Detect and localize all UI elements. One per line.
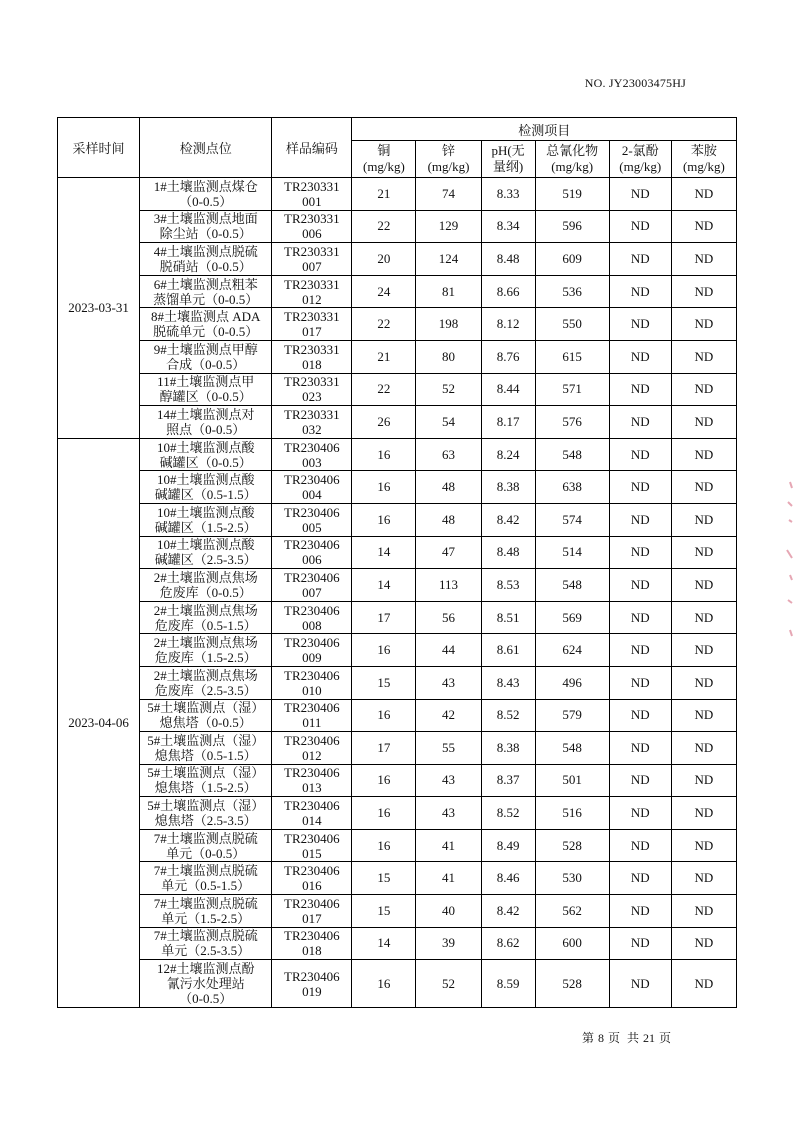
location-cell: 2#土壤监测点焦场 危废库（1.5-2.5） xyxy=(140,634,272,667)
sample-code-cell: TR230406 003 xyxy=(272,438,352,471)
value-cell: ND xyxy=(671,829,736,862)
value-cell: ND xyxy=(671,666,736,699)
location-cell: 4#土壤监测点脱硫 脱硝站（0-0.5） xyxy=(140,243,272,276)
value-cell: 576 xyxy=(535,406,609,439)
sample-code-cell: TR230406 019 xyxy=(272,960,352,1008)
value-cell: 22 xyxy=(352,308,416,341)
seal-edge-mark xyxy=(780,480,794,640)
value-cell: ND xyxy=(671,275,736,308)
value-cell: 501 xyxy=(535,764,609,797)
value-cell: 21 xyxy=(352,178,416,211)
value-cell: 14 xyxy=(352,569,416,602)
value-cell: 39 xyxy=(416,927,481,960)
location-cell: 12#土壤监测点酚 氰污水处理站 （0-0.5） xyxy=(140,960,272,1008)
value-cell: 129 xyxy=(416,210,481,243)
location-cell: 2#土壤监测点焦场 危废库（2.5-3.5） xyxy=(140,666,272,699)
value-cell: 52 xyxy=(416,960,481,1008)
value-cell: ND xyxy=(609,178,671,211)
location-cell: 7#土壤监测点脱硫 单元（2.5-3.5） xyxy=(140,927,272,960)
value-cell: ND xyxy=(671,536,736,569)
table-row xyxy=(58,927,737,960)
location-cell: 10#土壤监测点酸 碱罐区（0.5-1.5） xyxy=(140,471,272,504)
document-number: NO. JY23003475HJ xyxy=(584,76,686,90)
table-row xyxy=(58,634,737,667)
value-cell: 550 xyxy=(535,308,609,341)
table-row xyxy=(58,373,737,406)
value-cell: ND xyxy=(609,960,671,1008)
value-cell: 8.42 xyxy=(481,895,535,928)
sample-code-cell: TR230406 004 xyxy=(272,471,352,504)
value-cell: ND xyxy=(671,699,736,732)
value-cell: ND xyxy=(609,503,671,536)
value-cell: ND xyxy=(671,764,736,797)
value-cell: ND xyxy=(671,797,736,830)
value-cell: 8.33 xyxy=(481,178,535,211)
sample-code-cell: TR230406 008 xyxy=(272,601,352,634)
value-cell: ND xyxy=(609,829,671,862)
value-cell: 519 xyxy=(535,178,609,211)
location-cell: 10#土壤监测点酸 碱罐区（1.5-2.5） xyxy=(140,503,272,536)
table-row xyxy=(58,243,737,276)
value-cell: 528 xyxy=(535,829,609,862)
header-sample-code: 样品编码 xyxy=(272,118,352,178)
value-cell: 8.38 xyxy=(481,471,535,504)
value-cell: 17 xyxy=(352,732,416,765)
sample-code-cell: TR230406 016 xyxy=(272,862,352,895)
value-cell: 571 xyxy=(535,373,609,406)
value-cell: 20 xyxy=(352,243,416,276)
value-cell: ND xyxy=(609,895,671,928)
value-cell: ND xyxy=(671,308,736,341)
table-row xyxy=(58,210,737,243)
value-cell: 8.48 xyxy=(481,243,535,276)
value-cell: 43 xyxy=(416,797,481,830)
value-cell: ND xyxy=(609,862,671,895)
value-cell: 528 xyxy=(535,960,609,1008)
location-cell: 10#土壤监测点酸 碱罐区（2.5-3.5） xyxy=(140,536,272,569)
value-cell: 81 xyxy=(416,275,481,308)
value-cell: 8.34 xyxy=(481,210,535,243)
value-cell: 80 xyxy=(416,340,481,373)
value-cell: ND xyxy=(609,764,671,797)
value-cell: ND xyxy=(609,243,671,276)
sample-code-cell: TR230331 032 xyxy=(272,406,352,439)
value-cell: ND xyxy=(671,960,736,1008)
value-cell: ND xyxy=(609,471,671,504)
value-cell: 15 xyxy=(352,862,416,895)
value-cell: 624 xyxy=(535,634,609,667)
location-cell: 7#土壤监测点脱硫 单元（0.5-1.5） xyxy=(140,862,272,895)
table-row xyxy=(58,797,737,830)
value-cell: ND xyxy=(671,895,736,928)
value-cell: 8.46 xyxy=(481,862,535,895)
value-cell: 8.38 xyxy=(481,732,535,765)
value-cell: ND xyxy=(671,634,736,667)
value-cell: 579 xyxy=(535,699,609,732)
results-table xyxy=(57,117,737,1008)
column-header: 锌 (mg/kg) xyxy=(416,141,481,178)
sample-code-cell: TR230406 014 xyxy=(272,797,352,830)
table-row xyxy=(58,862,737,895)
value-cell: 124 xyxy=(416,243,481,276)
value-cell: 8.53 xyxy=(481,569,535,602)
sample-code-cell: TR230406 006 xyxy=(272,536,352,569)
table-row xyxy=(58,601,737,634)
header-test-items: 检测项目 xyxy=(352,118,737,141)
value-cell: ND xyxy=(671,862,736,895)
value-cell: 8.51 xyxy=(481,601,535,634)
sample-code-cell: TR230406 011 xyxy=(272,699,352,732)
location-cell: 3#土壤监测点地面 除尘站（0-0.5） xyxy=(140,210,272,243)
value-cell: 22 xyxy=(352,373,416,406)
value-cell: 16 xyxy=(352,634,416,667)
value-cell: 8.61 xyxy=(481,634,535,667)
value-cell: 16 xyxy=(352,797,416,830)
value-cell: 8.52 xyxy=(481,699,535,732)
sample-code-cell: TR230406 005 xyxy=(272,503,352,536)
table-row xyxy=(58,699,737,732)
value-cell: 52 xyxy=(416,373,481,406)
column-header: 铜 (mg/kg) xyxy=(352,141,416,178)
value-cell: 14 xyxy=(352,927,416,960)
value-cell: ND xyxy=(671,438,736,471)
value-cell: 16 xyxy=(352,764,416,797)
value-cell: 8.42 xyxy=(481,503,535,536)
value-cell: ND xyxy=(609,536,671,569)
location-cell: 5#土壤监测点（湿） 熄焦塔（0-0.5） xyxy=(140,699,272,732)
page-footer: 第 8 页 共 21 页 xyxy=(582,1031,672,1045)
value-cell: 8.43 xyxy=(481,666,535,699)
value-cell: 536 xyxy=(535,275,609,308)
value-cell: 496 xyxy=(535,666,609,699)
value-cell: 24 xyxy=(352,275,416,308)
location-cell: 8#土壤监测点 ADA 脱硫单元（0-0.5） xyxy=(140,308,272,341)
sample-code-cell: TR230406 010 xyxy=(272,666,352,699)
value-cell: 548 xyxy=(535,438,609,471)
value-cell: 548 xyxy=(535,569,609,602)
value-cell: 47 xyxy=(416,536,481,569)
column-header: pH(无 量纲) xyxy=(481,141,535,178)
value-cell: ND xyxy=(671,406,736,439)
value-cell: 16 xyxy=(352,829,416,862)
location-cell: 2#土壤监测点焦场 危废库（0.5-1.5） xyxy=(140,601,272,634)
value-cell: 8.24 xyxy=(481,438,535,471)
value-cell: 562 xyxy=(535,895,609,928)
table-row xyxy=(58,666,737,699)
table-row xyxy=(58,732,737,765)
sample-code-cell: TR230331 007 xyxy=(272,243,352,276)
location-cell: 6#土壤监测点粗苯 蒸馏单元（0-0.5） xyxy=(140,275,272,308)
location-cell: 5#土壤监测点（湿） 熄焦塔（1.5-2.5） xyxy=(140,764,272,797)
value-cell: 8.48 xyxy=(481,536,535,569)
value-cell: 638 xyxy=(535,471,609,504)
value-cell: 8.17 xyxy=(481,406,535,439)
value-cell: 569 xyxy=(535,601,609,634)
value-cell: 16 xyxy=(352,471,416,504)
header-sample-time: 采样时间 xyxy=(58,118,140,178)
value-cell: 8.76 xyxy=(481,340,535,373)
sample-code-cell: TR230331 017 xyxy=(272,308,352,341)
value-cell: ND xyxy=(609,666,671,699)
column-header: 2-氯酚 (mg/kg) xyxy=(609,141,671,178)
value-cell: 16 xyxy=(352,503,416,536)
table-row xyxy=(58,406,737,439)
value-cell: ND xyxy=(671,243,736,276)
value-cell: 15 xyxy=(352,895,416,928)
sample-code-cell: TR230331 012 xyxy=(272,275,352,308)
value-cell: 14 xyxy=(352,536,416,569)
value-cell: ND xyxy=(609,438,671,471)
sample-date: 2023-04-06 xyxy=(58,438,140,1008)
column-header: 苯胺 (mg/kg) xyxy=(671,141,736,178)
value-cell: ND xyxy=(671,340,736,373)
sample-date: 2023-03-31 xyxy=(58,178,140,439)
value-cell: 63 xyxy=(416,438,481,471)
value-cell: 42 xyxy=(416,699,481,732)
sample-code-cell: TR230406 007 xyxy=(272,569,352,602)
value-cell: ND xyxy=(671,569,736,602)
value-cell: 74 xyxy=(416,178,481,211)
sample-code-cell: TR230331 023 xyxy=(272,373,352,406)
location-cell: 11#土壤监测点甲 醇罐区（0-0.5） xyxy=(140,373,272,406)
value-cell: 56 xyxy=(416,601,481,634)
value-cell: 54 xyxy=(416,406,481,439)
value-cell: ND xyxy=(609,634,671,667)
location-cell: 9#土壤监测点甲醇 合成（0-0.5） xyxy=(140,340,272,373)
value-cell: 17 xyxy=(352,601,416,634)
value-cell: 41 xyxy=(416,829,481,862)
value-cell: 8.37 xyxy=(481,764,535,797)
value-cell: 40 xyxy=(416,895,481,928)
sample-code-cell: TR230406 013 xyxy=(272,764,352,797)
sample-code-cell: TR230331 001 xyxy=(272,178,352,211)
table-row xyxy=(58,438,737,471)
header-location: 检测点位 xyxy=(140,118,272,178)
value-cell: 22 xyxy=(352,210,416,243)
value-cell: 530 xyxy=(535,862,609,895)
value-cell: 43 xyxy=(416,764,481,797)
value-cell: 8.52 xyxy=(481,797,535,830)
value-cell: 574 xyxy=(535,503,609,536)
value-cell: 615 xyxy=(535,340,609,373)
location-cell: 1#土壤监测点煤仓 （0-0.5） xyxy=(140,178,272,211)
value-cell: ND xyxy=(609,406,671,439)
value-cell: 8.66 xyxy=(481,275,535,308)
value-cell: ND xyxy=(609,927,671,960)
value-cell: 48 xyxy=(416,471,481,504)
sample-code-cell: TR230331 018 xyxy=(272,340,352,373)
value-cell: 548 xyxy=(535,732,609,765)
value-cell: 8.12 xyxy=(481,308,535,341)
value-cell: 26 xyxy=(352,406,416,439)
sample-code-cell: TR230406 017 xyxy=(272,895,352,928)
value-cell: 48 xyxy=(416,503,481,536)
value-cell: 113 xyxy=(416,569,481,602)
location-cell: 14#土壤监测点对 照点（0-0.5） xyxy=(140,406,272,439)
value-cell: ND xyxy=(671,503,736,536)
table-row xyxy=(58,340,737,373)
value-cell: ND xyxy=(671,601,736,634)
value-cell: 8.44 xyxy=(481,373,535,406)
location-cell: 5#土壤监测点（湿） 熄焦塔（0.5-1.5） xyxy=(140,732,272,765)
value-cell: 15 xyxy=(352,666,416,699)
sample-code-cell: TR230406 018 xyxy=(272,927,352,960)
value-cell: 8.59 xyxy=(481,960,535,1008)
value-cell: ND xyxy=(609,308,671,341)
value-cell: ND xyxy=(671,178,736,211)
location-cell: 7#土壤监测点脱硫 单元（0-0.5） xyxy=(140,829,272,862)
value-cell: 16 xyxy=(352,960,416,1008)
location-cell: 7#土壤监测点脱硫 单元（1.5-2.5） xyxy=(140,895,272,928)
table-row xyxy=(58,569,737,602)
sample-code-cell: TR230406 009 xyxy=(272,634,352,667)
value-cell: 8.49 xyxy=(481,829,535,862)
value-cell: ND xyxy=(609,373,671,406)
value-cell: ND xyxy=(671,927,736,960)
table-row xyxy=(58,275,737,308)
table-row xyxy=(58,960,737,1008)
column-header: 总氰化物 (mg/kg) xyxy=(535,141,609,178)
table-row xyxy=(58,178,737,211)
value-cell: 43 xyxy=(416,666,481,699)
value-cell: ND xyxy=(609,569,671,602)
table-row xyxy=(58,308,737,341)
value-cell: ND xyxy=(671,373,736,406)
value-cell: 8.62 xyxy=(481,927,535,960)
table-row xyxy=(58,764,737,797)
value-cell: 609 xyxy=(535,243,609,276)
value-cell: 44 xyxy=(416,634,481,667)
value-cell: 198 xyxy=(416,308,481,341)
location-cell: 2#土壤监测点焦场 危废库（0-0.5） xyxy=(140,569,272,602)
value-cell: ND xyxy=(609,275,671,308)
sample-code-cell: TR230406 012 xyxy=(272,732,352,765)
value-cell: ND xyxy=(609,732,671,765)
value-cell: ND xyxy=(671,471,736,504)
value-cell: 16 xyxy=(352,438,416,471)
location-cell: 10#土壤监测点酸 碱罐区（0-0.5） xyxy=(140,438,272,471)
table-row xyxy=(58,471,737,504)
sample-code-cell: TR230331 006 xyxy=(272,210,352,243)
sample-code-cell: TR230406 015 xyxy=(272,829,352,862)
value-cell: ND xyxy=(671,210,736,243)
value-cell: ND xyxy=(671,732,736,765)
value-cell: 514 xyxy=(535,536,609,569)
value-cell: 600 xyxy=(535,927,609,960)
value-cell: 55 xyxy=(416,732,481,765)
value-cell: ND xyxy=(609,210,671,243)
table-row xyxy=(58,829,737,862)
value-cell: ND xyxy=(609,601,671,634)
value-cell: ND xyxy=(609,340,671,373)
value-cell: 596 xyxy=(535,210,609,243)
table-row xyxy=(58,503,737,536)
value-cell: ND xyxy=(609,797,671,830)
value-cell: ND xyxy=(609,699,671,732)
table-row xyxy=(58,536,737,569)
table-row xyxy=(58,895,737,928)
value-cell: 16 xyxy=(352,699,416,732)
value-cell: 41 xyxy=(416,862,481,895)
value-cell: 21 xyxy=(352,340,416,373)
value-cell: 516 xyxy=(535,797,609,830)
location-cell: 5#土壤监测点（湿） 熄焦塔（2.5-3.5） xyxy=(140,797,272,830)
